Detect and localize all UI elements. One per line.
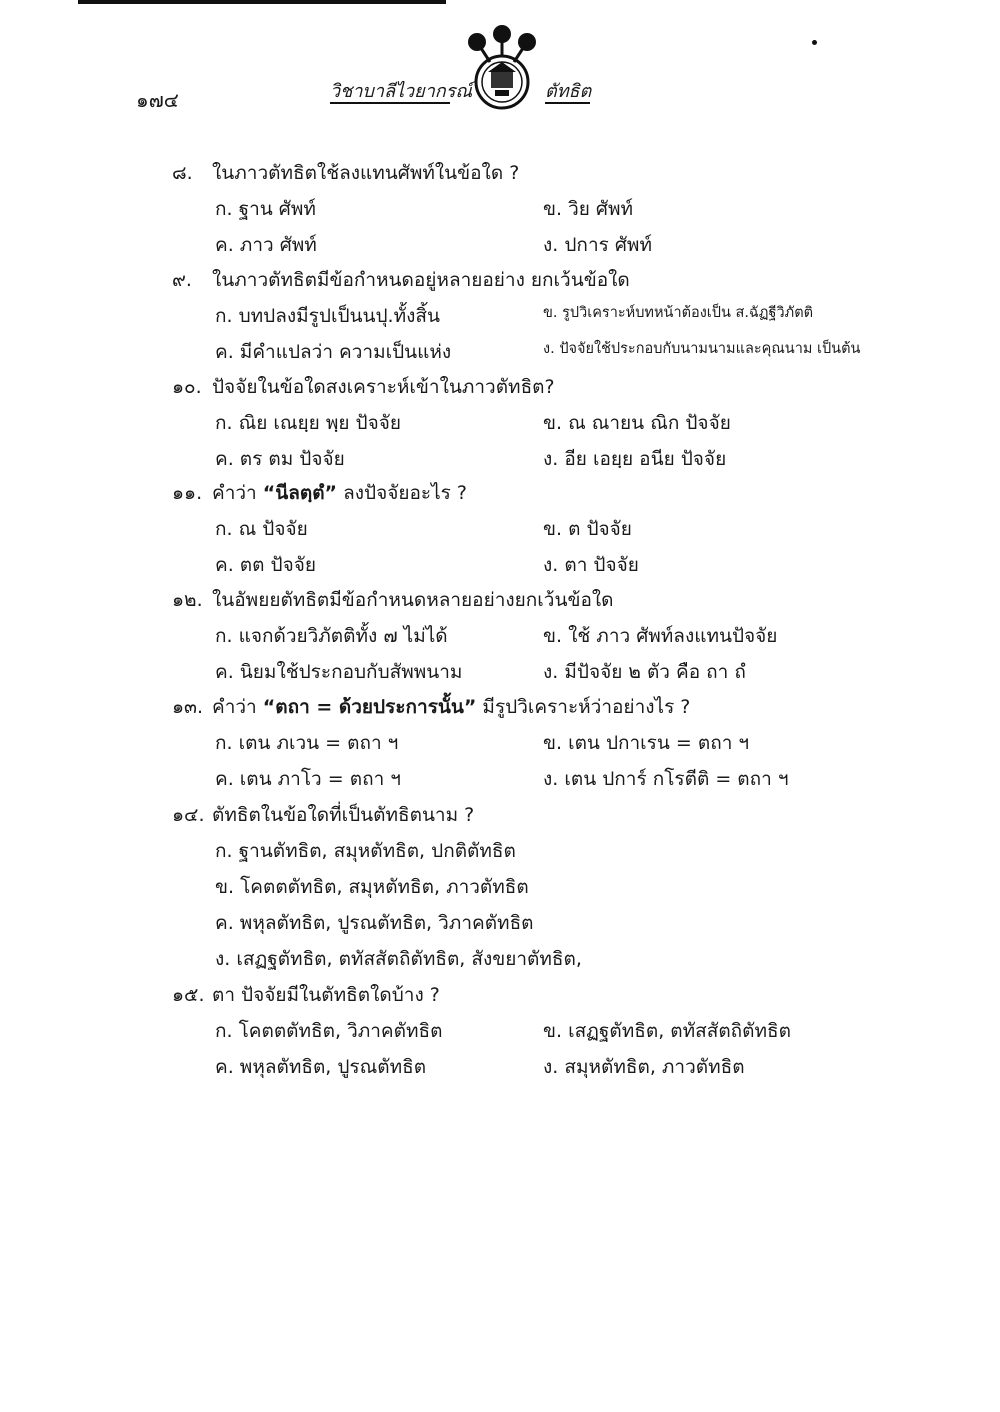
option-label: ค. [215, 234, 234, 256]
question-number: ๑๑. [172, 482, 203, 504]
answer-option [543, 337, 860, 360]
answer-option [543, 764, 789, 794]
option-text: ณ ปัจจัย [238, 518, 308, 540]
option-text: ณิย เณยฺย พฺย ปัจจัย [238, 412, 401, 434]
question-text: ตา ปัจจัยมีในตัทธิตใดบ้าง ? [212, 984, 440, 1006]
option-text: เตน ภเวน = ตถา ฯ [238, 732, 399, 754]
top-rule [78, 0, 446, 4]
question-text: ในภาวตัทธิตใช้ลงแทนศัพท์ในข้อใด ? [212, 162, 520, 184]
question-12 [172, 585, 613, 615]
header-title-underline [330, 102, 450, 104]
option-label: ง. [543, 341, 555, 357]
question-number: ๙. [172, 269, 192, 291]
answer-option [215, 657, 462, 687]
option-text: วิย ศัพท์ [568, 198, 634, 220]
question-8 [172, 158, 519, 188]
question-10 [172, 372, 555, 402]
answer-option [543, 230, 652, 260]
option-text: อีย เอยฺย อนีย ปัจจัย [564, 448, 727, 470]
option-text: มีปัจจัย ๒ ตัว คือ ถา ถํ [564, 661, 746, 683]
answer-option [215, 408, 401, 438]
question-text: มีรูปวิเคราะห์ว่าอย่างไร ? [476, 696, 691, 718]
option-label: ง. [543, 661, 559, 683]
option-text: โคตตตัทธิต, สมุหตัทธิต, ภาวตัทธิต [240, 876, 529, 898]
header-title: วิชาบาลีไวยากรณ์ [330, 81, 473, 102]
question-number: ๑๔. [172, 804, 205, 826]
option-label: ง. [215, 948, 231, 970]
option-label: ข. [543, 1020, 563, 1042]
answer-option [215, 230, 317, 260]
option-label: ข. [543, 625, 563, 647]
question-number: ๑๒. [172, 589, 203, 611]
answer-option [543, 657, 746, 687]
answer-option [215, 764, 401, 794]
option-text: เตน ปกาเรน = ตถา ฯ [568, 732, 750, 754]
option-text: เตน ภาโว = ตถา ฯ [239, 768, 401, 790]
option-label: ก. [215, 518, 233, 540]
option-text: ฐานตัทธิต, สมุหตัทธิต, ปกติตัทธิต [238, 840, 516, 862]
option-label: ข. [543, 305, 558, 321]
option-label: ก. [215, 198, 233, 220]
answer-option [215, 337, 451, 367]
option-text: ปัจจัยใช้ประกอบกับนามนามและคุณนาม เป็นต้น [559, 341, 861, 357]
question-14 [172, 800, 474, 830]
option-text: นิยมใช้ประกอบกับสัพพนาม [239, 661, 463, 683]
question-text: ปัจจัยในข้อใดสงเคราะห์เข้าในภาวตัทธิต? [212, 376, 555, 398]
answer-option [215, 514, 308, 544]
option-text: มีคำแปลว่า ความเป็นแห่ง [239, 341, 452, 363]
answer-option [543, 514, 632, 544]
option-text: ตร ตม ปัจจัย [239, 448, 345, 470]
header-subtitle-underline [545, 102, 590, 104]
question-text: ลงปัจจัยอะไร ? [337, 482, 467, 504]
option-label: ข. [215, 876, 235, 898]
question-number: ๑๐. [172, 376, 202, 398]
answer-option [543, 408, 731, 438]
header-subtitle: ตัทธิต [545, 81, 592, 102]
question-text: ตัทธิตในข้อใดที่เป็นตัทธิตนาม ? [212, 804, 475, 826]
question-number: ๑๕. [172, 984, 205, 1006]
option-label: ค. [215, 448, 234, 470]
question-number: ๑๓. [172, 696, 204, 718]
answer-option [543, 194, 633, 224]
option-label: ง. [543, 554, 559, 576]
question-13 [172, 692, 690, 722]
answer-option [543, 728, 749, 758]
option-text: เสฏฐตัทธิต, ตทัสสัตถิตัทธิต [568, 1020, 791, 1042]
option-label: ก. [215, 625, 233, 647]
option-text: ปการ ศัพท์ [564, 234, 652, 256]
option-text: ตา ปัจจัย [564, 554, 639, 576]
answer-option [215, 908, 534, 938]
option-label: ข. [543, 412, 563, 434]
option-text: ใช้ ภาว ศัพท์ลงแทนปัจจัย [568, 625, 778, 647]
option-label: ง. [543, 768, 559, 790]
option-text: พหุลตัทธิต, ปูรณตัทธิต, วิภาคตัทธิต [239, 912, 534, 934]
question-text: ในภาวตัทธิตมีข้อกำหนดอยู่หลายอย่าง ยกเว้นข้อใด [212, 269, 630, 291]
option-text: ฐาน ศัพท์ [238, 198, 316, 220]
emblem-seal-icon [455, 22, 550, 117]
ink-dot [812, 40, 817, 45]
option-label: ข. [543, 198, 563, 220]
answer-option [543, 621, 777, 651]
option-text: แจกด้วยวิภัตติทั้ง ๗ ไม่ได้ [238, 625, 448, 647]
answer-option [215, 944, 582, 974]
option-label: ง. [543, 448, 559, 470]
answer-option [215, 621, 448, 651]
option-label: ง. [543, 1056, 559, 1078]
option-text: เสฏฐตัทธิต, ตทัสสัตถิตัทธิต, สังขยาตัทธิต, [236, 948, 582, 970]
option-text: สมุหตัทธิต, ภาวตัทธิต [564, 1056, 745, 1078]
option-label: ค. [215, 768, 234, 790]
option-label: ก. [215, 732, 233, 754]
option-text: พหุลตัทธิต, ปูรณตัทธิต [239, 1056, 427, 1078]
answer-option [543, 301, 813, 324]
question-quoted-term: “ตถา = ด้วยประการนั้น” [262, 696, 477, 718]
option-text: ณ ณายน ณิก ปัจจัย [568, 412, 731, 434]
answer-option [215, 872, 529, 902]
option-label: ข. [543, 732, 563, 754]
answer-option [543, 1052, 745, 1082]
answer-option [215, 728, 398, 758]
option-text: ภาว ศัพท์ [239, 234, 317, 256]
question-text: คำว่า [212, 482, 263, 504]
question-text: คำว่า [212, 696, 263, 718]
option-label: ค. [215, 341, 234, 363]
question-quoted-term: “นีลตฺตํ” [262, 482, 338, 504]
option-text: เตน ปการ์ กโรตีติ = ตถา ฯ [564, 768, 789, 790]
page-number: ๑๗๔ [136, 88, 179, 112]
option-label: ก. [215, 305, 233, 327]
option-label: ก. [215, 840, 233, 862]
question-number: ๘. [172, 162, 193, 184]
option-text: ต ปัจจัย [568, 518, 632, 540]
question-9 [172, 265, 630, 295]
question-15 [172, 980, 440, 1010]
answer-option [215, 301, 440, 331]
answer-option [215, 194, 316, 224]
option-label: ค. [215, 554, 234, 576]
question-11 [172, 478, 467, 508]
option-text: บทปลงมีรูปเป็นนปุ.ทั้งสิ้น [238, 305, 440, 327]
option-label: ข. [543, 518, 563, 540]
answer-option [215, 1016, 442, 1046]
answer-option [215, 550, 316, 580]
option-label: ก. [215, 412, 233, 434]
option-label: ก. [215, 1020, 233, 1042]
option-label: ค. [215, 661, 234, 683]
option-text: ตต ปัจจัย [239, 554, 316, 576]
option-label: ง. [543, 234, 559, 256]
option-text: โคตตตัทธิต, วิภาคตัทธิต [238, 1020, 443, 1042]
answer-option [215, 444, 345, 474]
option-text: รูปวิเคราะห์บทหน้าต้องเป็น ส.ฉัฏฐีวิภัตติ [562, 305, 814, 321]
question-text: ในอัพยยตัทธิตมีข้อกำหนดหลายอย่างยกเว้นข้อใด [212, 589, 614, 611]
answer-option [543, 444, 726, 474]
option-label: ค. [215, 912, 234, 934]
answer-option [543, 550, 639, 580]
answer-option [215, 1052, 426, 1082]
option-label: ค. [215, 1056, 234, 1078]
answer-option [543, 1016, 791, 1046]
answer-option [215, 836, 516, 866]
